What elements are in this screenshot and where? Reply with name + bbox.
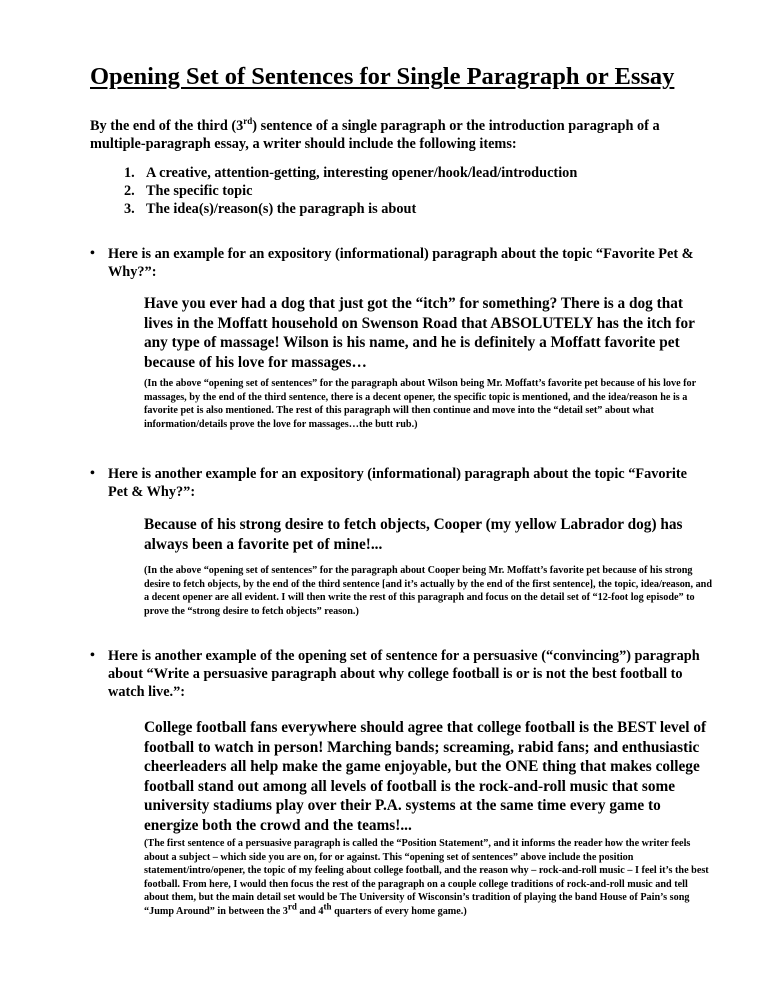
list-item — [124, 200, 704, 218]
list-item — [124, 182, 704, 200]
intro-text-1: By the end of the third (3 — [90, 118, 244, 134]
required-items-list — [124, 164, 704, 218]
note-text: (The first sentence of a persuasive paragraph is called the “Position Statement”, and it informs the reader how the writer feels about a subject – which side you are on, for or against. This “opening set of sentences” above include the position statement/intro/opener, the topic of my feeling about college football, and the reason why – rock-and-roll music – I feel it’s the best football. From here, I would then focus the rest of the paragraph on a couple college traditions of rock-and-roll music and tell about them, but the main detail set would be The University of Wisconsin’s tradition of playing the band House of Pain’s song “Jump Around” in between the 3 — [144, 838, 709, 917]
note-text: quarters of every home game.) — [331, 905, 467, 917]
list-item-text: A creative, attention-getting, interesting opener/hook/lead/introduction — [146, 165, 578, 181]
note-text: and 4 — [296, 905, 324, 917]
section-wilson-heading — [90, 245, 720, 281]
example-wilson: Have you ever had a dog that just got the “itch” for something? There is a dog that lives in the Moffatt household on Swenson Road that ABSOLUTELY has the itch for any type of massage! Wilson is his name, and he is definitely a Moffatt favorite pet because of his love for massages… — [144, 295, 695, 371]
list-item-text: The idea(s)/reason(s) the paragraph is about — [146, 201, 417, 217]
example-football: College football fans everywhere should agree that college football is the BEST level of football to watch in person! Marching bands; screaming, rabid fans; and enthusiastic cheerleaders all help make the game enjoyable, but the ONE thing that makes college football stand out among all levels of football is the rock-and-roll music that some university stadiums play over their P.A. systems at the same time every game to energize both the crowd and the teams!... — [144, 719, 707, 834]
list-number: 1. — [124, 165, 135, 181]
page-title: Opening Set of Sentences for Single Paragraph or Essay — [90, 63, 675, 90]
intro-paragraph — [90, 117, 710, 153]
note-football — [144, 837, 714, 918]
bullet-icon: • — [90, 246, 95, 261]
section-cooper-heading — [90, 465, 720, 501]
list-item — [124, 164, 704, 182]
note-cooper: (In the above “opening set of sentences” for the paragraph about Cooper being Mr. Moffatt’s favorite pet because of his strong desire to fetch objects, by the end of the third sentence [and it’s actually by the end of the first sentence], the topic, idea/reason, and a decent opener are all evident. I will then write the rest of this paragraph and focus on the detail set of “12-foot log episode” to prove the “strong desire to fetch objects” reason.) — [144, 565, 712, 617]
section-heading-text: Here is another example for an expository (informational) paragraph about the topic “Favorite Pet & Why?”: — [108, 466, 687, 500]
note-wilson: (In the above “opening set of sentences” for the paragraph about Wilson being Mr. Moffatt’s favorite pet because of his love for massages, by the end of the third sentence, there is a decent opener, the specific topic is mentioned, and the idea/reason he is a favorite pet is also mentioned. The rest of this paragraph will then continue and move into the “detail set” about what information/details prove the love for massages…the butt rub.) — [144, 378, 696, 430]
note-superscript: rd — [287, 901, 297, 912]
section-football-heading — [90, 647, 720, 701]
list-number: 3. — [124, 201, 135, 217]
intro-superscript: rd — [243, 116, 253, 127]
bullet-icon: • — [90, 648, 95, 663]
list-item-text: The specific topic — [146, 183, 253, 199]
section-heading-text: Here is another example of the opening set of sentence for a persuasive (“convincing”) paragraph about “Write a persuasive paragraph about why college football is or is not the best football to watch live.”: — [108, 648, 700, 700]
section-heading-text: Here is an example for an expository (informational) paragraph about the topic “Favorite Pet & Why?”: — [108, 246, 694, 280]
list-number: 2. — [124, 183, 135, 199]
intro-text-2: ) sentence of a single paragraph or the introduction paragraph of a multiple-paragraph essay, a writer should include the following items: — [90, 118, 660, 152]
bullet-icon: • — [90, 466, 95, 481]
note-superscript: th — [323, 901, 332, 912]
example-cooper: Because of his strong desire to fetch objects, Cooper (my yellow Labrador dog) has always been a favorite pet of mine!... — [144, 516, 683, 553]
